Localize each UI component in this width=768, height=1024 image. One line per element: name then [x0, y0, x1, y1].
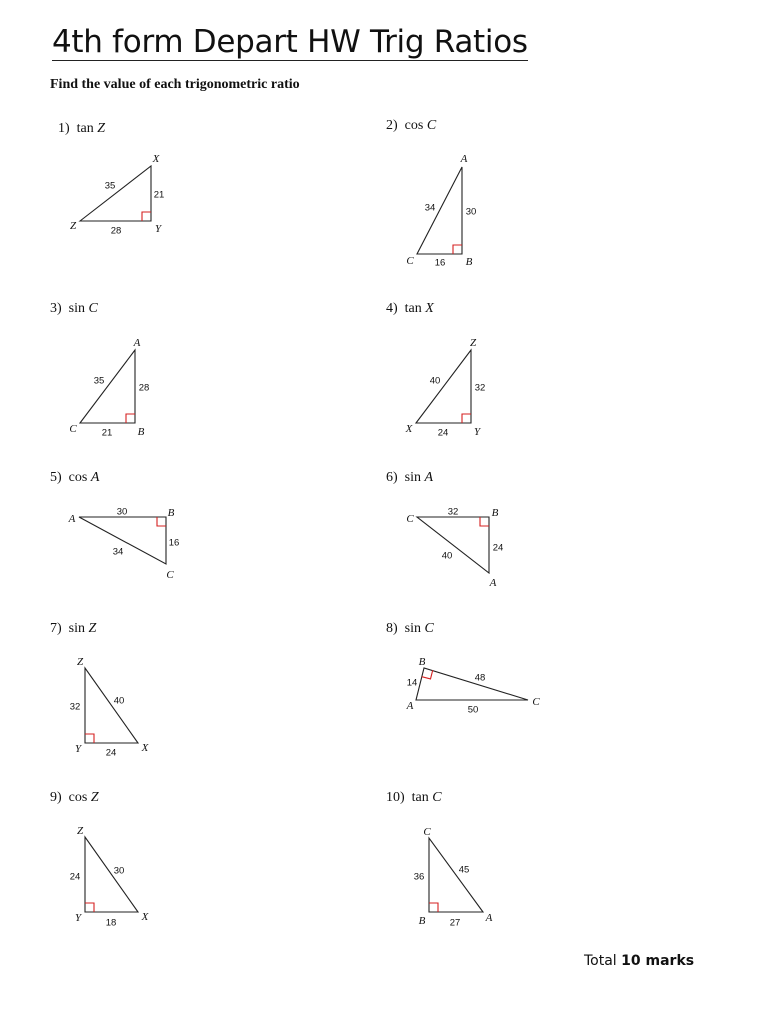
vertex-label: Z	[469, 337, 477, 349]
side-length-label: 32	[474, 382, 486, 394]
side-length-label: 16	[168, 537, 180, 549]
question-2-label: 2) cos C	[386, 118, 437, 133]
vertex-label: X	[141, 742, 149, 754]
total-marks: Total 10 marks	[584, 953, 695, 969]
triangle-9-outline	[85, 837, 138, 912]
vertex-label: C	[166, 569, 174, 581]
right-angle-marker	[480, 517, 489, 526]
triangle-7	[70, 656, 150, 759]
right-angle-marker	[453, 245, 462, 254]
side-length-label: 24	[492, 542, 504, 554]
side-length-label: 40	[113, 695, 125, 707]
vertex-label: Y	[74, 912, 82, 924]
vertex-label: Y	[154, 223, 162, 235]
triangle-3-outline	[80, 350, 135, 423]
right-angle-marker	[85, 903, 94, 912]
side-length-label: 16	[434, 257, 446, 269]
side-length-label: 50	[467, 704, 479, 716]
vertex-label: B	[418, 915, 426, 927]
vertex-label: Z	[76, 656, 84, 668]
side-length-label: 14	[406, 677, 418, 689]
vertex-label: Z	[69, 220, 77, 232]
side-length-label: 28	[138, 382, 150, 394]
vertex-label: Y	[74, 743, 82, 755]
page-title: 4th form Depart HW Trig Ratios	[52, 24, 528, 60]
instructions: Find the value of each trigonometric ratio	[50, 77, 300, 92]
side-length-label: 21	[153, 189, 165, 201]
side-length-label: 24	[69, 871, 81, 883]
vertex-label: X	[141, 911, 149, 923]
side-length-label: 35	[93, 375, 105, 387]
side-length-label: 24	[437, 427, 449, 439]
question-1-label: 1) tan Z	[58, 121, 106, 136]
side-length-label: 48	[474, 672, 486, 684]
question-4-label: 4) tan X	[386, 301, 434, 316]
side-length-label: 30	[465, 206, 477, 218]
triangle-4	[405, 337, 486, 439]
side-length-label: 21	[101, 427, 113, 439]
side-length-label: 18	[105, 917, 117, 929]
vertex-label: A	[406, 700, 414, 712]
side-length-label: 34	[424, 202, 436, 214]
vertex-label: A	[460, 153, 468, 165]
vertex-label: A	[68, 513, 76, 525]
question-10-label: 10) tan C	[386, 790, 442, 805]
side-length-label: 35	[104, 180, 116, 192]
side-length-label: 27	[449, 917, 461, 929]
vertex-label: X	[405, 423, 413, 435]
vertex-label: B	[465, 256, 473, 268]
vertex-label: B	[137, 426, 145, 438]
vertex-label: Z	[76, 825, 84, 837]
side-length-label: 32	[447, 506, 459, 518]
triangle-8-outline	[416, 668, 528, 700]
triangle-10-outline	[429, 838, 483, 912]
side-length-label: 30	[113, 865, 125, 877]
right-angle-marker	[142, 212, 151, 221]
side-length-label: 36	[413, 871, 425, 883]
question-6-label: 6) sin A	[386, 470, 434, 485]
question-5-label: 5) cos A	[50, 470, 100, 485]
vertex-label: C	[406, 255, 414, 267]
side-length-label: 30	[116, 506, 128, 518]
question-9-label: 9) cos Z	[50, 790, 99, 805]
vertex-label: C	[423, 826, 431, 838]
vertex-label: X	[152, 153, 160, 165]
triangle-1	[70, 153, 164, 237]
side-length-label: 40	[441, 550, 453, 562]
vertex-label: A	[133, 337, 141, 349]
vertex-label: Y	[473, 426, 481, 438]
triangle-5	[68, 507, 180, 582]
right-angle-marker	[429, 903, 438, 912]
side-length-label: 45	[458, 864, 470, 876]
question-8-label: 8) sin C	[386, 621, 434, 636]
triangle-4-outline	[416, 350, 471, 423]
vertex-label: B	[167, 507, 175, 519]
side-length-label: 24	[105, 747, 117, 759]
triangle-3	[69, 337, 149, 439]
right-angle-marker	[157, 517, 166, 526]
vertex-label: C	[532, 696, 540, 708]
triangle-8	[406, 656, 541, 716]
triangle-1-outline	[80, 166, 151, 221]
triangle-9	[70, 825, 150, 929]
question-7-label: 7) sin Z	[50, 621, 97, 636]
triangle-7-outline	[85, 668, 138, 743]
right-angle-marker	[126, 414, 135, 423]
side-length-label: 32	[69, 701, 81, 713]
vertex-label: A	[489, 577, 497, 589]
side-length-label: 40	[429, 375, 441, 387]
vertex-label: C	[69, 423, 77, 435]
right-angle-marker	[462, 414, 471, 423]
side-length-label: 28	[110, 225, 122, 237]
question-3-label: 3) sin C	[50, 301, 98, 316]
vertex-label: C	[406, 513, 414, 525]
triangle-10	[414, 826, 493, 929]
triangle-2	[406, 153, 476, 269]
vertex-label: B	[491, 507, 499, 519]
right-angle-marker	[85, 734, 94, 743]
vertex-label: B	[418, 656, 426, 668]
triangle-6	[406, 507, 503, 590]
vertex-label: A	[485, 912, 493, 924]
side-length-label: 34	[112, 546, 124, 558]
triangle-6-outline	[417, 517, 489, 573]
